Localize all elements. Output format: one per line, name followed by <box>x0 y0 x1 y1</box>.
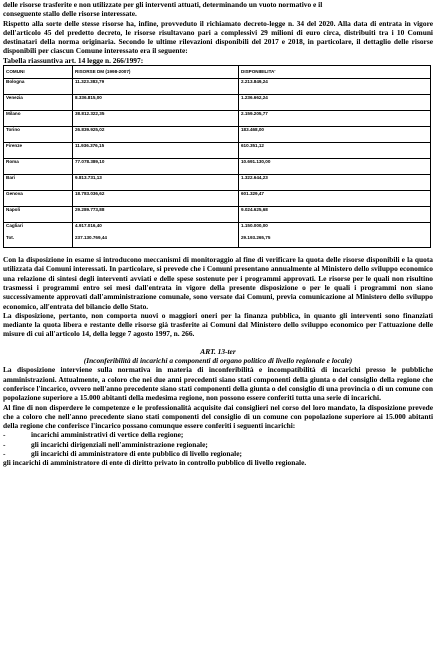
table-row <box>4 95 431 111</box>
table-row <box>4 111 431 127</box>
list-item <box>3 430 433 439</box>
table-cell-comune: Napoli <box>4 207 73 223</box>
table-cell-comune: Milano <box>4 111 73 127</box>
table-cell-disponibilita: 601.329,47 <box>239 191 431 207</box>
summary-table <box>3 65 431 248</box>
header-disponibilita: DISPONIBILITA' <box>239 66 431 79</box>
bullet-text: gli incarichi dirigenziali nell'amministrazione regionale; <box>31 439 208 449</box>
table-cell-comune: Cagliari Tot. <box>4 223 73 248</box>
paragraph-monitoraggio: Con la disposizione in esame si introducono meccanismi di monitoraggio al fine di verificare la quota delle risorse disponibili e la quota utilizzata dai Comuni interessati. In particolare, si prevede che i Comuni presentano annualmente al Ministero dello sviluppo economico una relazione di sintesi degli interventi avviati e delle spese sostenute per i programmi approvati. Le risorse per le quali non risultino trasmessi i programmi entro sei mesi dall'entrata in vigore della presente disposizione o per le quali i programmi non siano successivamente approvati dall'amministrazione comunale, sono versate dai Comuni, previa comunicazione al Ministero dello sviluppo economico, all'entrata del bilancio dello Stato. <box>3 255 433 311</box>
table-cell-disponibilita: 610.351,12 <box>239 143 431 159</box>
table-cell-risorse: 4.917.016,40 237.130.769,44 <box>73 223 239 248</box>
table-header-row <box>4 66 431 79</box>
table-cell-risorse: 11.936.376,15 <box>73 143 239 159</box>
bullet-text: incarichi amministrativi di vertice della regione; <box>31 430 184 440</box>
table-row <box>4 143 431 159</box>
table-cell-disponibilita: 9.024.625,68 <box>239 207 431 223</box>
table-container <box>3 65 433 248</box>
table-cell-risorse: 77.078.389,10 <box>73 159 239 175</box>
table-cell-comune: Bari <box>4 175 73 191</box>
article-subtitle: (Inconferibilità di incarichi a componenti di organo politico di livello regionale e locale) <box>83 356 353 366</box>
table-cell-comune: Firenze <box>4 143 73 159</box>
table-cell-risorse: 29.289.773,88 <box>73 207 239 223</box>
table-cell-disponibilita: 1.322.644,23 <box>239 175 431 191</box>
table-cell-disponibilita: 1.236.662,24 <box>239 95 431 111</box>
table-cell-risorse: 26.839.925,02 <box>73 127 239 143</box>
bullet-dash: - <box>3 430 6 440</box>
bullet-list <box>3 430 433 458</box>
table-cell-comune: Venezia <box>4 95 73 111</box>
table-cell-risorse: 11.323.383,79 <box>73 79 239 95</box>
paragraph-competenze: Al fine di non disperdere le competenze e le professionalità acquisite dai consiglieri nel corso del loro mandato, la disposizione prevede che a coloro che nell'anno precedente siano stati componenti del consiglio di un comune con popolazione superiore ai 15.000 abitanti della regione che conferisce l'incarico possano comunque essere conferiti i seguenti incarichi: <box>3 402 433 431</box>
paragraph-risorse: Rispetto alla sorte delle stesse risorse ha, infine, provveduto il richiamato decreto-legge n. 34 del 2020. Alla data di entrata in vigore dell'articolo 45 del predetto decreto, le risorse risultavano pari a complessivi 29 milioni di euro circa, distribuiti tra i 10 Comuni destinatari della norma originaria. Secondo le ultime rilevazioni disponibili del 2017 e 2018, in particolare, il dettaglio delle risorse disponibili per ciascun Comune interessato era il seguente: <box>3 18 433 56</box>
table-cell-comune: Roma <box>4 159 73 175</box>
bullet-dash: - <box>3 449 6 459</box>
intro-line-1: delle risorse trasferite e non utilizzate per gli interventi attuati, determinando un vuoto normativo e il <box>3 0 323 9</box>
table-cell-disponibilita: 2.159.205,77 <box>239 111 431 127</box>
paragraph-oneri: La disposizione, pertanto, non comporta nuovi o maggiori oneri per la finanza pubblica, in quanto gli interventi sono finanziati mediante la quota libera e restante delle risorse già trasferite ai Comuni dal Ministero dello sviluppo economico per l'attuazione delle misure di cui all'articolo 14, della legge 7 agosto 1997, n. 266. <box>3 310 433 339</box>
intro-line-2: conseguente stallo delle risorse interessate. <box>3 9 137 19</box>
table-row <box>4 223 431 248</box>
header-comuni: COMUNI <box>4 66 73 79</box>
paragraph-normativa: La disposizione interviene sulla normativa in materia di inconferibilità e incompatibilità di incarichi presso le pubbliche amministrazioni. Attualmente, a coloro che nei due anni precedenti siano stati componenti della giunta o del consiglio della regione che conferisce l'incarico, ovvero nell'anno precedente siano stati componenti della giunta o del consiglio di una provincia o di un comune con popolazione superiore a 15.000 abitanti della medesima regione, non possono essere conferiti tutta una serie di incarichi. <box>3 365 433 403</box>
table-cell-disponibilita: 183.468,00 <box>239 127 431 143</box>
header-risorse: RISORSE DM (1998-2007) <box>73 66 239 79</box>
table-cell-risorse: 9.813.731,13 <box>73 175 239 191</box>
table-cell-disponibilita: 2.213.849,24 <box>239 79 431 95</box>
list-item <box>3 440 433 449</box>
table-cell-disponibilita: 1.150.000,00 29.193.265,75 <box>239 223 431 248</box>
bullet-text: gli incarichi di amministratore di ente pubblico di livello regionale; <box>31 449 242 459</box>
table-cell-comune: Torino <box>4 127 73 143</box>
table-cell-comune: Bologna <box>4 79 73 95</box>
table-row <box>4 175 431 191</box>
table-cell-risorse: 38.812.322,35 <box>73 111 239 127</box>
table-cell-comune: Genova <box>4 191 73 207</box>
table-cell-risorse: 8.336.815,00 <box>73 95 239 111</box>
table-row <box>4 159 431 175</box>
table-cell-disponibilita: 10.691.130,00 <box>239 159 431 175</box>
table-row <box>4 191 431 207</box>
table-cell-risorse: 18.783.036,62 <box>73 191 239 207</box>
table-title: Tabella riassuntiva art. 14 legge n. 266/1997: <box>3 55 144 65</box>
table-row <box>4 127 431 143</box>
table-row <box>4 207 431 223</box>
bullet-dash: - <box>3 439 6 449</box>
list-item <box>3 449 433 458</box>
article-title: ART. 13-ter <box>200 346 236 356</box>
table-row <box>4 79 431 95</box>
last-line: gli incarichi di amministratore di ente di diritto privato in controllo pubblico di livello regionale. <box>3 458 307 468</box>
